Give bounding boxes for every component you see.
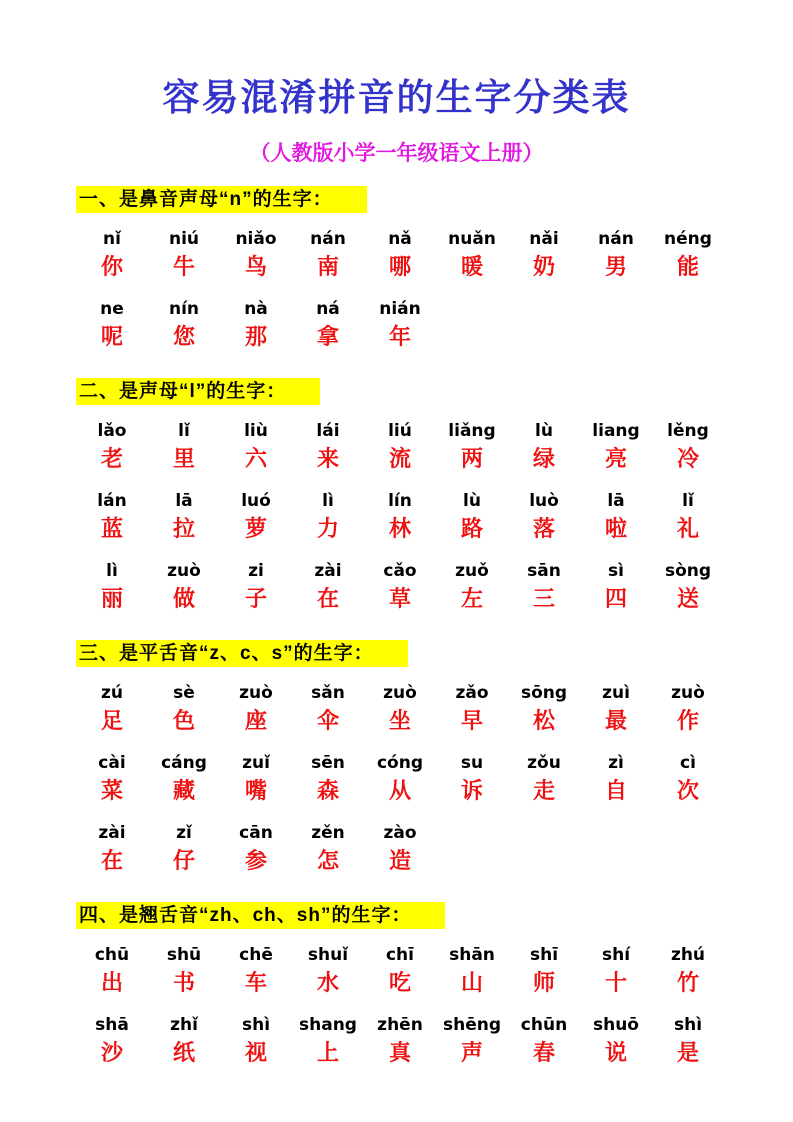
hanzi-character: 上 (316, 1040, 339, 1065)
hanzi-character: 路 (460, 516, 483, 541)
section-1 (76, 186, 793, 350)
entry-cell (292, 822, 364, 874)
hanzi-character: 冷 (676, 446, 699, 471)
hanzi-character: 能 (676, 254, 699, 279)
hanzi-character: 牛 (172, 254, 195, 279)
hanzi-character: 吃 (388, 970, 411, 995)
entry-cell (508, 490, 580, 542)
hanzi-character: 造 (388, 848, 411, 873)
hanzi-character: 诉 (460, 778, 483, 803)
pinyin-label: zhēn (377, 1015, 423, 1035)
entry-cell (220, 298, 292, 350)
hanzi-character: 林 (388, 516, 411, 541)
hanzi-character: 落 (532, 516, 555, 541)
entry-cell (220, 228, 292, 280)
entry-cell (580, 752, 652, 804)
hanzi-character: 哪 (388, 254, 411, 279)
hanzi-character: 老 (100, 446, 123, 471)
section-3 (76, 640, 793, 874)
hanzi-character: 子 (244, 586, 267, 611)
entry-cell (364, 228, 436, 280)
entry-cell (148, 822, 220, 874)
pinyin-label: lái (316, 421, 340, 441)
entry-row (76, 420, 724, 472)
pinyin-label: niǎo (235, 229, 277, 249)
pinyin-label: chī (385, 945, 414, 965)
pinyin-label: ná (316, 299, 340, 319)
entry-cell (292, 944, 364, 996)
entry-cell (436, 682, 508, 734)
entry-cell (220, 822, 292, 874)
pinyin-label: luò (529, 491, 559, 511)
hanzi-character: 师 (532, 970, 555, 995)
entry-cell (148, 228, 220, 280)
entry-cell (652, 944, 724, 996)
pinyin-label: shān (449, 945, 495, 965)
pinyin-label: lǎo (97, 421, 127, 441)
pinyin-label: néng (664, 229, 712, 249)
entry-cell (508, 682, 580, 734)
entry-cell (364, 1014, 436, 1066)
pinyin-label: zuǒ (455, 561, 489, 581)
entry-cell (436, 752, 508, 804)
pinyin-label: liú (388, 421, 412, 441)
pinyin-label: lán (97, 491, 127, 511)
pinyin-label: lù (463, 491, 481, 511)
pinyin-label: nuǎn (448, 229, 496, 249)
pinyin-label: nǐ (103, 229, 121, 249)
entry-cell (652, 490, 724, 542)
hanzi-character: 竹 (676, 970, 699, 995)
entry-cell (76, 228, 148, 280)
entry-cell (652, 682, 724, 734)
pinyin-label: niú (168, 229, 200, 249)
pinyin-label: luó (241, 491, 271, 511)
pinyin-label: chē (239, 945, 273, 965)
section-2 (76, 378, 793, 612)
pinyin-label: shēng (442, 1015, 502, 1035)
hanzi-character: 奶 (532, 254, 555, 279)
hanzi-character: 男 (604, 254, 627, 279)
pinyin-label: lì (322, 491, 334, 511)
entry-cell (580, 420, 652, 472)
hanzi-character: 真 (388, 1040, 411, 1065)
entry-cell (220, 490, 292, 542)
pinyin-label: shā (95, 1015, 129, 1035)
hanzi-character: 来 (316, 446, 339, 471)
hanzi-character: 森 (316, 778, 339, 803)
entry-cell (364, 822, 436, 874)
pinyin-label: lín (388, 491, 412, 511)
entry-row (76, 560, 724, 612)
hanzi-character: 菜 (100, 778, 123, 803)
hanzi-character: 南 (316, 254, 339, 279)
entry-cell (220, 944, 292, 996)
entry-cell (292, 228, 364, 280)
pinyin-label: shí (601, 945, 631, 965)
pinyin-label: liang (592, 421, 640, 441)
entry-cell (580, 1014, 652, 1066)
hanzi-character: 车 (244, 970, 267, 995)
entry-cell (652, 420, 724, 472)
hanzi-character: 流 (388, 446, 411, 471)
entry-cell (148, 944, 220, 996)
entry-cell (148, 1014, 220, 1066)
entry-cell (220, 420, 292, 472)
entry-cell (220, 682, 292, 734)
pinyin-label: nián (379, 299, 421, 319)
hanzi-character: 暖 (460, 254, 483, 279)
pinyin-label: zú (101, 683, 123, 703)
hanzi-character: 说 (604, 1040, 627, 1065)
hanzi-character: 亮 (604, 446, 627, 471)
section-heading: 三、是平舌音“z、c、s”的生字： (76, 640, 408, 667)
section-heading: 四、是翘舌音“zh、ch、sh”的生字： (76, 902, 445, 929)
hanzi-character: 走 (532, 778, 555, 803)
hanzi-character: 你 (100, 254, 123, 279)
pinyin-label: chū (94, 945, 130, 965)
pinyin-label: nǎ (388, 229, 412, 249)
hanzi-character: 水 (316, 970, 339, 995)
entry-cell (364, 752, 436, 804)
pinyin-label: sè (173, 683, 195, 703)
hanzi-character: 藏 (172, 778, 195, 803)
pinyin-label: zuò (383, 683, 417, 703)
pinyin-label: nà (244, 299, 268, 319)
hanzi-character: 在 (100, 848, 123, 873)
hanzi-character: 左 (460, 586, 483, 611)
hanzi-character: 拿 (316, 324, 339, 349)
entry-cell (580, 944, 652, 996)
hanzi-character: 声 (460, 1040, 483, 1065)
hanzi-character: 绿 (532, 446, 555, 471)
hanzi-character: 草 (388, 586, 411, 611)
pinyin-label: zì (608, 753, 624, 773)
page-subtitle: （人教版小学一年级语文上册） (249, 142, 544, 165)
hanzi-character: 拉 (172, 516, 195, 541)
entry-cell (652, 560, 724, 612)
pinyin-label: cài (98, 753, 126, 773)
pinyin-label: zǎo (455, 683, 489, 703)
entry-cell (220, 1014, 292, 1066)
hanzi-character: 呢 (100, 324, 123, 349)
hanzi-character: 色 (172, 708, 195, 733)
pinyin-label: shuǐ (307, 945, 349, 965)
pinyin-label: liù (244, 421, 268, 441)
hanzi-character: 仔 (172, 848, 195, 873)
hanzi-character: 沙 (100, 1040, 123, 1065)
hanzi-character: 礼 (676, 516, 699, 541)
entry-cell (436, 944, 508, 996)
pinyin-label: ne (100, 299, 124, 319)
pinyin-label: shì (241, 1015, 271, 1035)
hanzi-character: 是 (676, 1040, 699, 1065)
entry-cell (292, 490, 364, 542)
entry-cell (76, 420, 148, 472)
hanzi-character: 六 (244, 446, 267, 471)
entry-cell (364, 490, 436, 542)
entry-row (76, 1014, 724, 1066)
pinyin-label: sǎn (311, 683, 345, 703)
entry-cell (148, 560, 220, 612)
hanzi-character: 足 (100, 708, 123, 733)
pinyin-label: nǎi (529, 229, 559, 249)
entry-cell (148, 752, 220, 804)
hanzi-character: 纸 (172, 1040, 195, 1065)
pinyin-label: zào (383, 823, 417, 843)
pinyin-label: lěng (667, 421, 709, 441)
hanzi-character: 年 (388, 324, 411, 349)
entry-cell (364, 560, 436, 612)
hanzi-character: 伞 (316, 708, 339, 733)
entry-cell (76, 822, 148, 874)
entry-cell (436, 490, 508, 542)
entry-row (76, 228, 724, 280)
hanzi-character: 从 (388, 778, 411, 803)
pinyin-label: nín (168, 299, 200, 319)
hanzi-character: 里 (172, 446, 195, 471)
entry-cell (292, 420, 364, 472)
hanzi-character: 嘴 (244, 778, 267, 803)
pinyin-label: su (460, 753, 484, 773)
hanzi-character: 在 (316, 586, 339, 611)
pinyin-label: cáng (161, 753, 207, 773)
hanzi-character: 参 (244, 848, 267, 873)
hanzi-character: 您 (172, 324, 195, 349)
hanzi-character: 出 (100, 970, 123, 995)
pinyin-label: shuō (592, 1015, 639, 1035)
hanzi-character: 鸟 (244, 254, 267, 279)
hanzi-character: 丽 (100, 586, 123, 611)
entry-cell (148, 420, 220, 472)
pinyin-label: sì (608, 561, 624, 581)
pinyin-label: zuǐ (242, 753, 270, 773)
pinyin-label: nán (598, 229, 634, 249)
entry-cell (76, 560, 148, 612)
entry-cell (148, 490, 220, 542)
entry-cell (508, 1014, 580, 1066)
pinyin-label: cǎo (383, 561, 417, 581)
pinyin-label: zǒu (527, 753, 561, 773)
page-title: 容易混淆拼音的生字分类表 (162, 77, 631, 118)
sections-container (0, 186, 793, 1066)
entry-cell (292, 560, 364, 612)
entry-cell (652, 1014, 724, 1066)
entry-cell (76, 682, 148, 734)
pinyin-label: sēn (311, 753, 345, 773)
entry-cell (580, 228, 652, 280)
pinyin-label: sòng (664, 561, 712, 581)
entry-cell (364, 298, 436, 350)
pinyin-label: zuì (602, 683, 630, 703)
hanzi-character: 松 (532, 708, 555, 733)
entry-row (76, 682, 724, 734)
hanzi-character: 送 (676, 586, 699, 611)
hanzi-character: 山 (460, 970, 483, 995)
pinyin-label: shang (299, 1015, 357, 1035)
pinyin-label: zhǐ (170, 1015, 198, 1035)
pinyin-label: liǎng (448, 421, 496, 441)
entry-cell (76, 944, 148, 996)
pinyin-label: sān (527, 561, 561, 581)
entry-cell (220, 752, 292, 804)
pinyin-label: zuò (671, 683, 705, 703)
hanzi-character: 书 (172, 970, 195, 995)
entry-cell (580, 682, 652, 734)
entry-cell (76, 298, 148, 350)
entry-cell (148, 298, 220, 350)
hanzi-character: 做 (172, 586, 195, 611)
section-heading: 一、是鼻音声母“n”的生字： (76, 186, 367, 213)
entry-row (76, 490, 724, 542)
pinyin-label: zěn (311, 823, 345, 843)
hanzi-character: 蓝 (100, 516, 123, 541)
entry-cell (76, 752, 148, 804)
entry-row (76, 298, 724, 350)
entry-cell (292, 682, 364, 734)
hanzi-character: 自 (604, 778, 627, 803)
hanzi-character: 四 (604, 586, 627, 611)
entry-cell (76, 1014, 148, 1066)
pinyin-label: sōng (520, 683, 568, 703)
pinyin-label: shī (529, 945, 559, 965)
pinyin-label: lì (106, 561, 118, 581)
pinyin-label: cóng (376, 753, 424, 773)
hanzi-character: 最 (604, 708, 627, 733)
entry-cell (436, 420, 508, 472)
hanzi-character: 十 (604, 970, 627, 995)
section-4 (76, 902, 793, 1066)
pinyin-label: chūn (520, 1015, 568, 1035)
entry-cell (364, 682, 436, 734)
entry-cell (508, 228, 580, 280)
hanzi-character: 早 (460, 708, 483, 733)
section-heading: 二、是声母“l”的生字： (76, 378, 320, 405)
entry-cell (580, 490, 652, 542)
entry-cell (148, 682, 220, 734)
entry-cell (292, 1014, 364, 1066)
pinyin-label: cān (239, 823, 273, 843)
pinyin-label: lā (175, 491, 193, 511)
pinyin-label: zǐ (176, 823, 192, 843)
pinyin-label: shì (673, 1015, 703, 1035)
pinyin-label: zài (314, 561, 342, 581)
hanzi-character: 作 (676, 708, 699, 733)
entry-cell (436, 1014, 508, 1066)
hanzi-character: 啦 (604, 516, 627, 541)
pinyin-label: zi (248, 561, 264, 581)
pinyin-label: lā (607, 491, 625, 511)
hanzi-character: 萝 (244, 516, 267, 541)
entry-cell (364, 420, 436, 472)
hanzi-character: 那 (244, 324, 267, 349)
entry-row (76, 752, 724, 804)
entry-cell (292, 752, 364, 804)
entry-cell (508, 752, 580, 804)
entry-cell (364, 944, 436, 996)
entry-cell (652, 752, 724, 804)
entry-cell (76, 490, 148, 542)
hanzi-character: 座 (244, 708, 267, 733)
pinyin-label: zuò (239, 683, 273, 703)
hanzi-character: 春 (532, 1040, 555, 1065)
entry-cell (580, 560, 652, 612)
entry-cell (508, 560, 580, 612)
hanzi-character: 视 (244, 1040, 267, 1065)
entry-cell (436, 228, 508, 280)
pinyin-label: shū (166, 945, 202, 965)
entry-cell (652, 228, 724, 280)
entry-row (76, 944, 724, 996)
entry-cell (220, 560, 292, 612)
pinyin-label: lǐ (178, 421, 190, 441)
pinyin-label: zhú (670, 945, 706, 965)
entry-cell (292, 298, 364, 350)
pinyin-label: cì (680, 753, 696, 773)
pinyin-label: lù (535, 421, 553, 441)
hanzi-character: 三 (532, 586, 555, 611)
hanzi-character: 怎 (316, 848, 339, 873)
hanzi-character: 力 (316, 516, 339, 541)
entry-cell (508, 420, 580, 472)
pinyin-label: nán (310, 229, 346, 249)
hanzi-character: 坐 (388, 708, 411, 733)
pinyin-label: zài (98, 823, 126, 843)
hanzi-character: 两 (460, 446, 483, 471)
entry-cell (508, 944, 580, 996)
pinyin-label: zuò (167, 561, 201, 581)
entry-cell (436, 560, 508, 612)
pinyin-label: lǐ (682, 491, 694, 511)
entry-row (76, 822, 724, 874)
hanzi-character: 次 (676, 778, 699, 803)
